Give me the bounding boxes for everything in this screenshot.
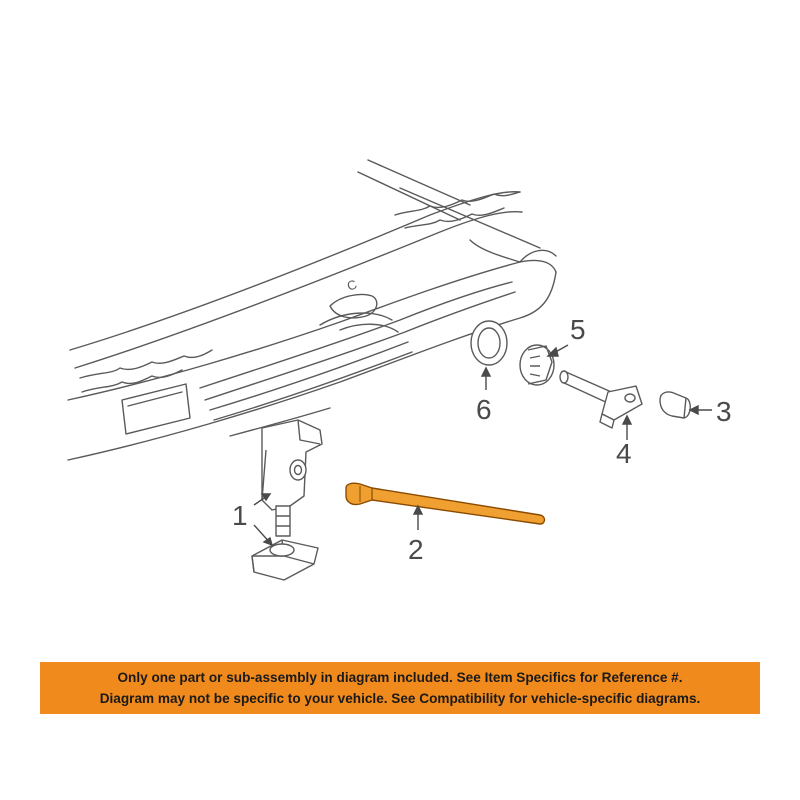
- banner-line-1: Only one part or sub-assembly in diagram included. See Item Specifics for Reference #.: [117, 670, 683, 685]
- callout-6: 6: [476, 394, 492, 425]
- ring-grommet: [471, 321, 507, 365]
- pin-bolt: [560, 371, 642, 428]
- disclaimer-banner: [40, 662, 760, 714]
- lock-cylinder-cap: [520, 345, 554, 385]
- banner-line-2: Diagram may not be specific to your vehicle. See Compatibility for vehicle-specific diagrams.: [99, 691, 701, 706]
- jack-handle-highlighted: [346, 483, 545, 524]
- callout-2: 2: [408, 534, 424, 565]
- callout-4: 4: [616, 438, 632, 469]
- callout-5: 5: [570, 314, 586, 345]
- callout-1: 1: [232, 500, 248, 531]
- bulb-cap: [660, 392, 690, 418]
- callout-3: 3: [716, 396, 732, 427]
- body-letter-c: C: [344, 276, 359, 294]
